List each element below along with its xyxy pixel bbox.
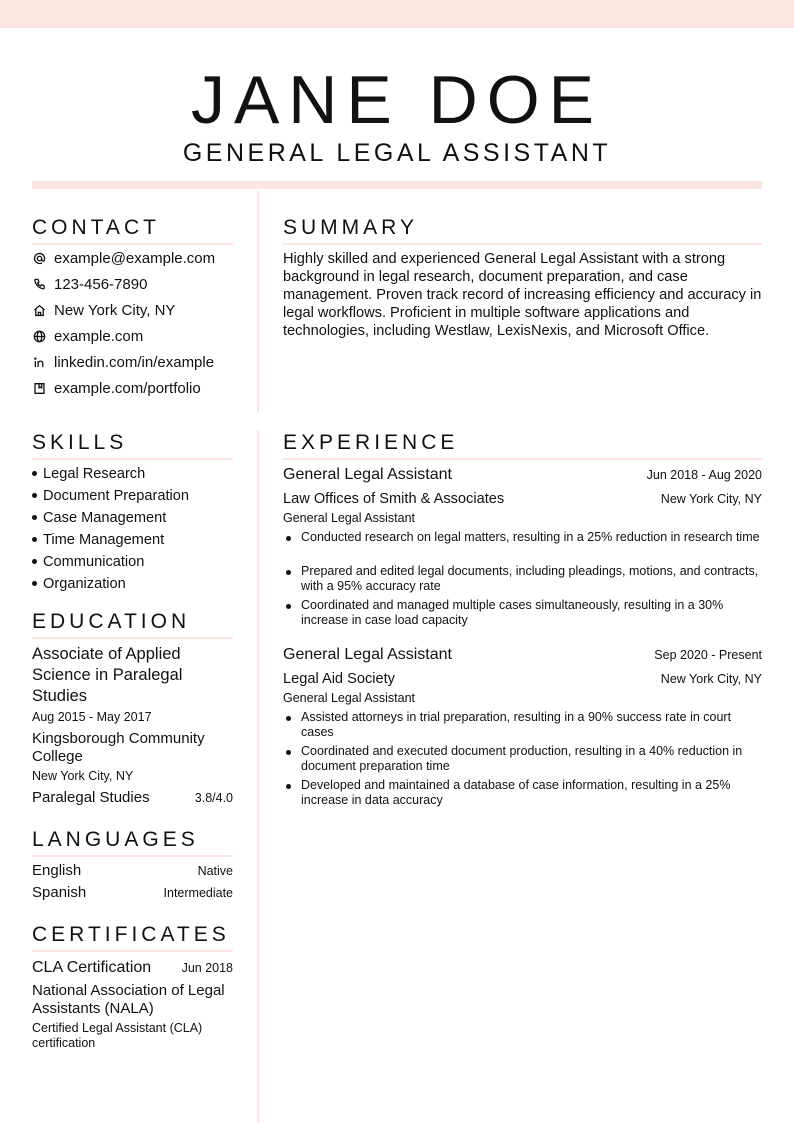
education-field-row [32, 789, 233, 807]
education-dates: Aug 2015 - May 2017 [32, 710, 152, 724]
job-bullet [283, 530, 763, 545]
certificate-row [32, 958, 233, 978]
skill-item [32, 487, 189, 505]
at-icon [32, 251, 46, 265]
header-divider [32, 181, 762, 189]
contact-linkedin-text: linkedin.com/in/example [54, 353, 215, 371]
contact-website[interactable] [32, 326, 252, 346]
home-icon [32, 303, 46, 317]
job-dates: Jun 2018 - Aug 2020 [646, 468, 762, 482]
contact-email[interactable] [32, 248, 252, 268]
bullet-dot [32, 493, 37, 498]
education-heading: EDUCATION [32, 610, 233, 639]
job-title: General Legal Assistant [283, 466, 452, 483]
job-bullet-text: Conducted research on legal matters, resulting in a 25% reduction in research time [301, 530, 760, 544]
skill-item [32, 575, 126, 593]
candidate-title: GENERAL LEGAL ASSISTANT [182, 139, 612, 167]
contact-location [32, 300, 252, 320]
job-bullet-text: Assisted attorneys in trial preparation, resulting in a 90% success rate in court cases [301, 710, 732, 739]
job-dates: Sep 2020 - Present [654, 648, 762, 662]
experience-heading: EXPERIENCE [283, 431, 762, 460]
skills-heading: SKILLS [32, 431, 233, 460]
skill-label: Organization [43, 576, 126, 592]
summary-heading: SUMMARY [283, 216, 762, 245]
language-row [32, 884, 233, 902]
linkedin-icon [32, 355, 46, 369]
bullet-dot [32, 581, 37, 586]
bullet-dot [286, 784, 291, 789]
column-divider-bottom [257, 430, 259, 1123]
skill-item [32, 465, 145, 483]
contact-portfolio-text: example.com/portfolio [54, 379, 201, 397]
job-title: General Legal Assistant [283, 646, 452, 663]
bullet-dot [32, 537, 37, 542]
skill-label: Document Preparation [43, 488, 190, 504]
job-bullet-text: Prepared and edited legal documents, including pleadings, motions, and contracts, with a 95% accuracy rate [301, 564, 759, 593]
language-name: English [32, 862, 82, 879]
bullet-dot [32, 471, 37, 476]
certificate-desc: Certified Legal Assistant (CLA) certification [32, 1021, 203, 1050]
bullet-dot [286, 570, 291, 575]
skill-label: Case Management [43, 510, 167, 526]
certificate-name: CLA Certification [32, 959, 152, 976]
column-divider-top [257, 191, 259, 413]
contact-email-text: example@example.com [54, 249, 216, 267]
job-bullet [283, 778, 763, 808]
education-field: Paralegal Studies [32, 789, 150, 806]
skill-label: Time Management [43, 532, 165, 548]
skill-item [32, 509, 166, 527]
job-bullet [283, 564, 763, 594]
job-role: General Legal Assistant [283, 511, 416, 525]
job-company: Law Offices of Smith & Associates [283, 491, 505, 507]
candidate-name: JANE DOE [190, 62, 604, 138]
skill-label: Communication [43, 554, 145, 570]
contact-website-text: example.com [54, 327, 144, 345]
certificates-heading: CERTIFICATES [32, 923, 233, 952]
bullet-dot [286, 604, 291, 609]
job-location: New York City, NY [660, 492, 762, 506]
bullet-dot [286, 536, 291, 541]
top-accent-band [0, 0, 794, 28]
job-company: Legal Aid Society [283, 671, 395, 687]
job-bullet-text: Developed and maintained a database of case information, resulting in a 25% increase in data accuracy [301, 778, 731, 807]
job-role: General Legal Assistant [283, 691, 416, 705]
job-bullet-text: Coordinated and executed document production, resulting in a 40% reduction in document preparation time [301, 744, 743, 773]
language-name: Spanish [32, 884, 87, 901]
phone-icon [32, 277, 46, 291]
job-location: New York City, NY [660, 672, 762, 686]
contact-linkedin[interactable] [32, 352, 252, 372]
languages-heading: LANGUAGES [32, 828, 233, 857]
language-row [32, 862, 233, 880]
education-gpa: 3.8/4.0 [194, 791, 233, 805]
contact-phone-text: 123-456-7890 [54, 275, 148, 293]
bullet-dot [286, 716, 291, 721]
summary-text: Highly skilled and experienced General Legal Assistant with a strong background in legal research, document preparation, and case management. Proven track record of increasing efficiency and accuracy in legal workflows. Proficient in multiple software applications and technologies, including Westlaw, LexisNexis, and Microsoft Office. [283, 251, 762, 339]
certificate-date: Jun 2018 [181, 961, 233, 975]
education-degree: Associate of Applied Science in Paralegal Studies [32, 645, 183, 705]
bullet-dot [32, 515, 37, 520]
job-bullet [283, 710, 763, 740]
job-bullet [283, 744, 763, 774]
skill-item [32, 553, 144, 571]
contact-heading: CONTACT [32, 216, 233, 245]
education-school: Kingsborough Community College [32, 730, 205, 765]
skill-label: Legal Research [43, 466, 146, 482]
skill-item [32, 531, 164, 549]
language-level: Intermediate [163, 886, 233, 900]
job-bullet-text: Coordinated and managed multiple cases simultaneously, resulting in a 30% increase in case load capacity [301, 598, 724, 627]
education-location: New York City, NY [32, 769, 134, 783]
contact-phone[interactable] [32, 274, 252, 294]
certificate-org: National Association of Legal Assistants (NALA) [32, 982, 225, 1017]
globe-icon [32, 329, 46, 343]
job-bullet [283, 598, 763, 628]
contact-portfolio[interactable] [32, 378, 252, 398]
bullet-dot [32, 559, 37, 564]
contact-location-text: New York City, NY [54, 301, 176, 319]
bullet-dot [286, 750, 291, 755]
portfolio-icon [32, 381, 46, 395]
language-level: Native [197, 864, 233, 878]
